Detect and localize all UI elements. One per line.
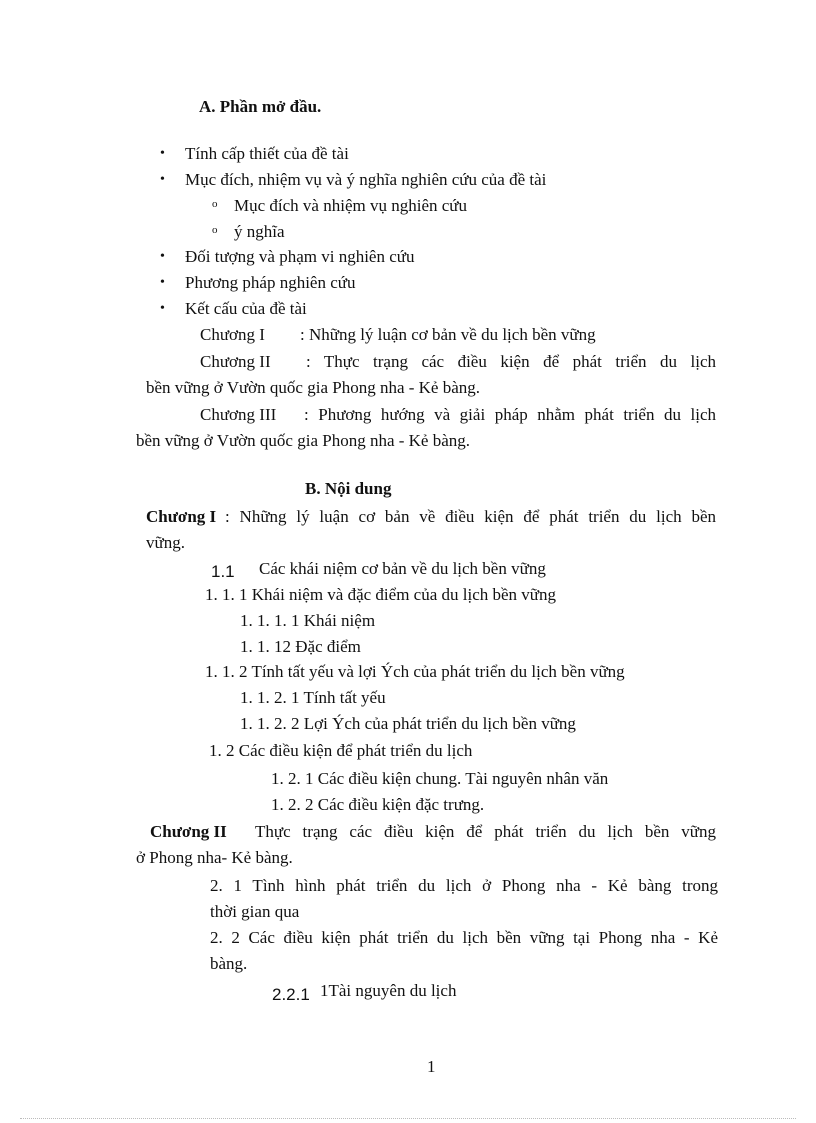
- chapter-2-heading-text: Thực trạng các điều kiện để phát triển du lịch bền vững: [255, 822, 716, 841]
- bullet-icon: •: [160, 172, 165, 187]
- chapter-1-label: Chương I: [200, 325, 265, 344]
- toc-item: 1. 1. 1. 1 Khái niệm: [240, 611, 376, 630]
- toc-item: 1. 2. 2 Các điều kiện đặc trưng.: [271, 795, 485, 814]
- toc-item: Các khái niệm cơ bản về du lịch bền vững: [259, 559, 546, 578]
- section-a-heading: A. Phần mở đầu.: [199, 97, 322, 116]
- section-number: 2.2.1: [272, 985, 310, 1004]
- chapter-1-heading-text: : Những lý luận cơ bản về điều kiện để phát triển du lịch bền: [225, 507, 716, 526]
- chapter-2-continuation: bền vững ở Vườn quốc gia Phong nha - Kẻ bàng.: [146, 378, 481, 397]
- chapter-1-heading-label: Chương I: [146, 507, 217, 526]
- chapter-2-text: : Thực trạng các điều kiện để phát triển du lịch: [306, 352, 716, 371]
- sub-list-item: ý nghĩa: [234, 222, 285, 241]
- chapter-3-continuation: bền vững ở Vườn quốc gia Phong nha - Kẻ bàng.: [136, 431, 471, 450]
- list-item: Mục đích, nhiệm vụ và ý nghĩa nghiên cứu của đề tài: [185, 170, 547, 189]
- chapter-2-heading-label: Chương II: [150, 822, 227, 841]
- list-item: Phương pháp nghiên cứu: [185, 273, 356, 292]
- chapter-2-heading-continuation: ở Phong nha- Kẻ bàng.: [136, 848, 293, 867]
- bullet-icon: •: [160, 275, 165, 290]
- toc-item: 1. 1. 12 Đặc điểm: [240, 637, 361, 656]
- page-number: 1: [427, 1057, 436, 1076]
- toc-item: 1. 2 Các điều kiện để phát triển du lịch: [209, 741, 473, 760]
- circle-bullet-icon: o: [212, 224, 218, 236]
- bullet-icon: •: [160, 146, 165, 161]
- chapter-2-label: Chương II: [200, 352, 271, 371]
- toc-item: 1. 1. 2 Tính tất yếu và lợi Ých của phát triển du lịch bền vững: [205, 662, 625, 681]
- chapter-1-heading-continuation: vững.: [146, 533, 185, 552]
- toc-item: 1. 1. 2. 1 Tính tất yếu: [240, 688, 386, 707]
- toc-item: 1Tài nguyên du lịch: [320, 981, 457, 1000]
- section-b-heading: B. Nội dung: [305, 479, 392, 498]
- chapter-3-text: : Phương hướng và giải pháp nhằm phát triển du lịch: [304, 405, 716, 424]
- toc-item: 1. 1. 1 Khái niệm và đặc điểm của du lịch bền vững: [205, 585, 557, 604]
- page-bottom-divider: [20, 1118, 796, 1119]
- list-item: Tính cấp thiết của đề tài: [185, 144, 349, 163]
- bullet-icon: •: [160, 301, 165, 316]
- chapter-1-text: : Những lý luận cơ bản về du lịch bền vững: [300, 325, 596, 344]
- list-item: Đối tượng và phạm vi nghiên cứu: [185, 247, 415, 266]
- sub-list-item: Mục đích và nhiệm vụ nghiên cứu: [234, 196, 467, 215]
- chapter-3-label: Chương III: [200, 405, 277, 424]
- toc-item: 1. 2. 1 Các điều kiện chung. Tài nguyên nhân văn: [271, 769, 609, 788]
- toc-item-continuation: bàng.: [210, 954, 248, 973]
- list-item: Kết cấu của đề tài: [185, 299, 307, 318]
- circle-bullet-icon: o: [212, 198, 218, 210]
- toc-item: 2. 2 Các điều kiện phát triển du lịch bền vững tại Phong nha - Kẻ: [210, 928, 718, 947]
- toc-item: 2. 1 Tình hình phát triển du lịch ở Phong nha - Kẻ bàng trong: [210, 876, 718, 895]
- toc-item: 1. 1. 2. 2 Lợi Ých của phát triển du lịch bền vững: [240, 714, 576, 733]
- toc-item-continuation: thời gian qua: [210, 902, 300, 921]
- section-number: 1.1: [211, 562, 235, 581]
- bullet-icon: •: [160, 249, 165, 264]
